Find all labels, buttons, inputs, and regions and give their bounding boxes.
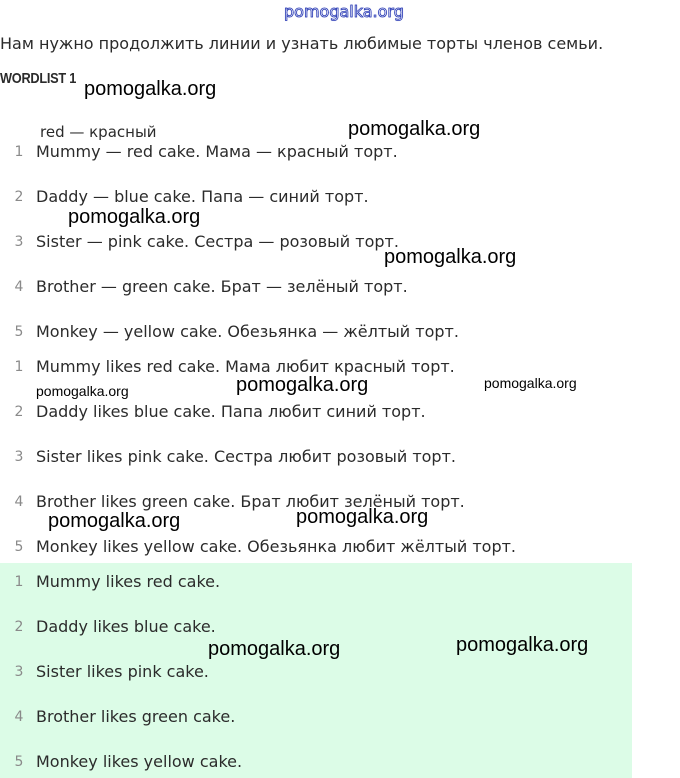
line-number: 5 (14, 324, 24, 340)
list-item (0, 402, 620, 426)
list-item (0, 537, 620, 561)
watermark: pomogalka.org (208, 638, 341, 660)
line-number: 4 (14, 494, 24, 510)
watermark: pomogalka.org (36, 383, 129, 399)
line-text: Monkey — yellow cake. Обезьянка — жёлтый торт. (36, 322, 459, 341)
partial-line (40, 119, 157, 141)
line-number: 1 (14, 144, 24, 160)
line-text: Sister likes pink cake. Сестра любит розовый торт. (36, 447, 456, 466)
watermark: pomogalka.org (84, 78, 217, 100)
line-number: 2 (14, 404, 24, 420)
line-number: 5 (14, 539, 24, 555)
line-text: Daddy likes blue cake. Папа любит синий торт. (36, 402, 426, 421)
line-number: 3 (14, 664, 24, 680)
line-text: Sister — pink cake. Сестра — розовый торт. (36, 232, 399, 251)
wordlist-title: WORDLIST 1 (0, 70, 77, 87)
list-item (0, 232, 620, 256)
line-text: Daddy likes blue cake. (36, 617, 216, 636)
line-text: Mummy — red cake. Мама — красный торт. (36, 142, 398, 161)
line-number: 3 (14, 234, 24, 250)
line-number: 5 (14, 754, 24, 770)
watermark: pomogalka.org (348, 118, 481, 140)
list-item (0, 142, 620, 166)
watermark: pomogalka.org (68, 206, 201, 228)
line-text: Monkey likes yellow cake. Обезьянка любит жёлтый торт. (36, 537, 516, 556)
watermark: pomogalka.org (236, 374, 369, 396)
line-text: Sister likes pink cake. (36, 662, 209, 681)
line-text: Daddy — blue cake. Папа — синий торт. (36, 187, 369, 206)
watermark: pomogalka.org (296, 506, 429, 528)
answer-item (0, 572, 620, 596)
list-item (0, 322, 620, 346)
site-logo: pomogalka.org (284, 2, 404, 21)
answer-item (0, 707, 620, 731)
watermark: pomogalka.org (384, 246, 517, 268)
line-text: Mummy likes red cake. (36, 572, 221, 591)
intro-text: Нам нужно продолжить линии и узнать любимые торты членов семьи. (0, 34, 604, 53)
watermark: pomogalka.org (484, 375, 577, 391)
line-number: 2 (14, 189, 24, 205)
line-text: Mummy likes red cake. Мама любит красный торт. (36, 357, 455, 376)
partial-line-text: red — красный (40, 123, 157, 141)
answer-item (0, 752, 620, 776)
watermark: pomogalka.org (48, 510, 181, 532)
line-text: Brother likes green cake. (36, 707, 236, 726)
line-text: Brother likes green cake. Брат любит зелёный торт. (36, 492, 465, 511)
line-number: 1 (14, 359, 24, 375)
line-number: 4 (14, 279, 24, 295)
line-text: Monkey likes yellow cake. (36, 752, 243, 771)
line-number: 1 (14, 574, 24, 590)
watermark: pomogalka.org (456, 634, 589, 656)
line-number: 4 (14, 709, 24, 725)
line-text: Brother — green cake. Брат — зелёный торт. (36, 277, 408, 296)
list-item (0, 447, 620, 471)
list-item (0, 277, 620, 301)
answer-item (0, 662, 620, 686)
line-number: 2 (14, 619, 24, 635)
line-number: 3 (14, 449, 24, 465)
